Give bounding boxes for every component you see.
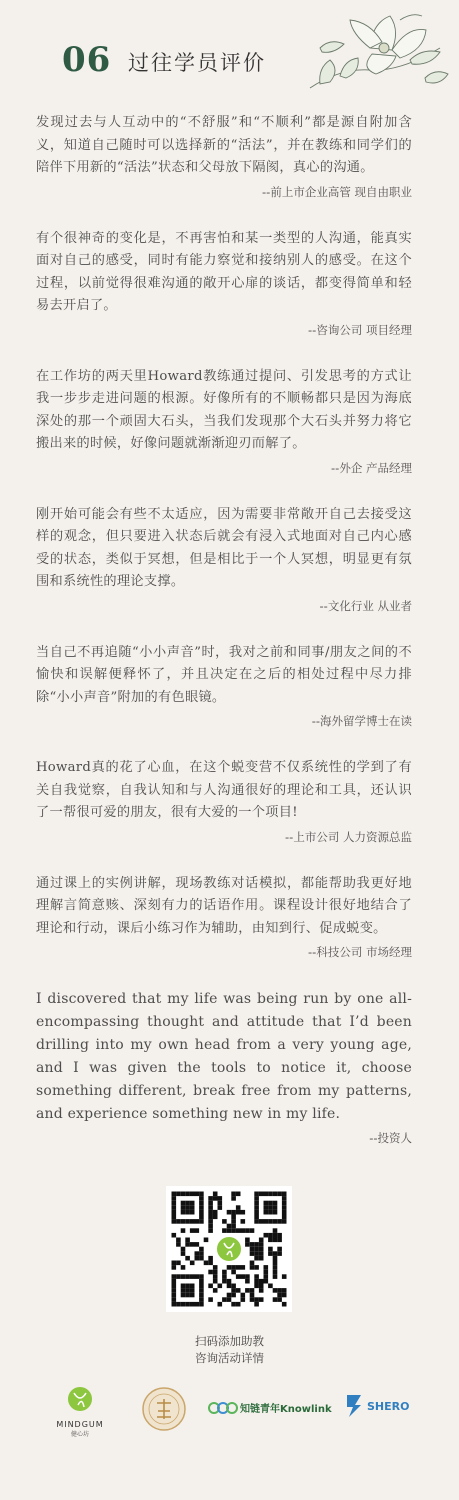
- review-item: [36, 873, 412, 961]
- review-text: 有个很神奇的变化是，不再害怕和某一类型的人沟通，能真实面对自己的感受，同时有能力察觉和接纳别人的感受。在这个过程，以前觉得很难沟通的敞开心扉的谈话，都变得简单和轻易去开启了。: [36, 230, 412, 313]
- review-text: 通过课上的实例讲解，现场教练对话模拟，都能帮助我更好地理解言简意赅、深刻有力的话语作用。课程设计很好地结合了理论和行动，课后小练习作为辅助，由知到行、促成蜕变。: [36, 875, 412, 936]
- knowlink-mark-icon: [208, 1399, 238, 1415]
- knowlink-name: 知链青年Knowlink: [240, 1404, 332, 1415]
- qr-caption-line: 咨询活动详情: [195, 1351, 264, 1365]
- shero-name: SHERO: [367, 1400, 410, 1413]
- review-attribution: --投资人: [369, 1131, 412, 1145]
- seal-logo: [140, 1385, 188, 1433]
- review-attribution: --外企 产品经理: [331, 460, 412, 475]
- review-item: [36, 757, 412, 845]
- qr-code[interactable]: [166, 1186, 292, 1312]
- review-attribution: --咨询公司 项目经理: [308, 322, 412, 337]
- review-item-english: [36, 988, 412, 1146]
- seal-icon: [140, 1385, 188, 1433]
- review-item: [36, 504, 412, 614]
- review-list: [36, 112, 412, 1174]
- review-text: I discovered that my life was being run by one all-encompassing thought and attitude that I’d been drilling into my own head from a very young age, and I was given the tools to notice it, choose something different, break free from my patterns, and experience something new in my life.: [36, 991, 412, 1122]
- review-text: 刚开始可能会有些不太适应，因为需要非常敞开自己去接受这样的观念，但只要进入状态后就会有浸入式地面对自己内心感受的状态，类似于冥想，但是相比于一个人冥想，明显更有氛围和系统性的理论支撑。: [36, 506, 412, 589]
- magnolia-illustration-icon: [300, 8, 450, 98]
- review-item: [36, 642, 412, 730]
- qr-caption: [0, 1333, 459, 1367]
- section-title: 过往学员评价: [128, 51, 266, 75]
- mindgum-subtitle: 健心坊: [70, 1431, 89, 1438]
- review-attribution: --科技公司 市场经理: [308, 945, 412, 959]
- mindgum-logo: [40, 1385, 120, 1438]
- review-item: [36, 366, 412, 476]
- review-attribution: --文化行业 从业者: [319, 598, 412, 613]
- mindgum-mark-icon: [40, 1385, 120, 1415]
- mindgum-name: MINDGUM: [56, 1420, 104, 1429]
- review-text: 在工作坊的两天里Howard教练通过提问、引发思考的方式让我一步步走进问题的根源。好像所有的不顺畅都只是因为海底深处的那一个顽固大石头，当我们发现那个大石头并努力将它搬出来的时候，好像问题就渐渐迎刃而解了。: [36, 368, 412, 451]
- review-attribution: --前上市企业高管 现自由职业: [262, 184, 412, 199]
- knowlink-logo: [208, 1397, 332, 1421]
- review-text: 发现过去与人互动中的“不舒服”和“不顺利”都是源自附加含义，知道自己随时可以选择新的“活法”，并在教练和同学们的陪伴下用新的“活法”状态和父母放下隔阂，真心的沟通。: [36, 115, 412, 175]
- qr-caption-line: 扫码添加助教: [195, 1334, 264, 1348]
- qr-code-icon: [166, 1186, 292, 1312]
- review-attribution: --海外留学博士在读: [311, 714, 412, 728]
- partner-logos: [0, 1385, 459, 1445]
- shero-logo: [343, 1391, 433, 1427]
- section-number: 06: [62, 40, 112, 80]
- review-attribution: --上市公司 人力资源总监: [285, 829, 412, 844]
- review-item: [36, 228, 412, 338]
- section-header: [0, 0, 459, 100]
- shero-mark-icon: [343, 1391, 365, 1419]
- review-text: Howard真的花了心血，在这个蜕变营不仅系统性的学到了有关自我觉察，自我认知和与人沟通很好的理论和工具，还认识了一帮很可爱的朋友，很有大爱的一个项目!: [36, 760, 412, 820]
- review-item: [36, 112, 412, 200]
- review-text: 当自己不再追随“小小声音”时，我对之前和同事/朋友之间的不愉快和误解便释怀了，并且决定在之后的相处过程中尽力排除“小小声音”附加的有色眼镜。: [36, 644, 412, 705]
